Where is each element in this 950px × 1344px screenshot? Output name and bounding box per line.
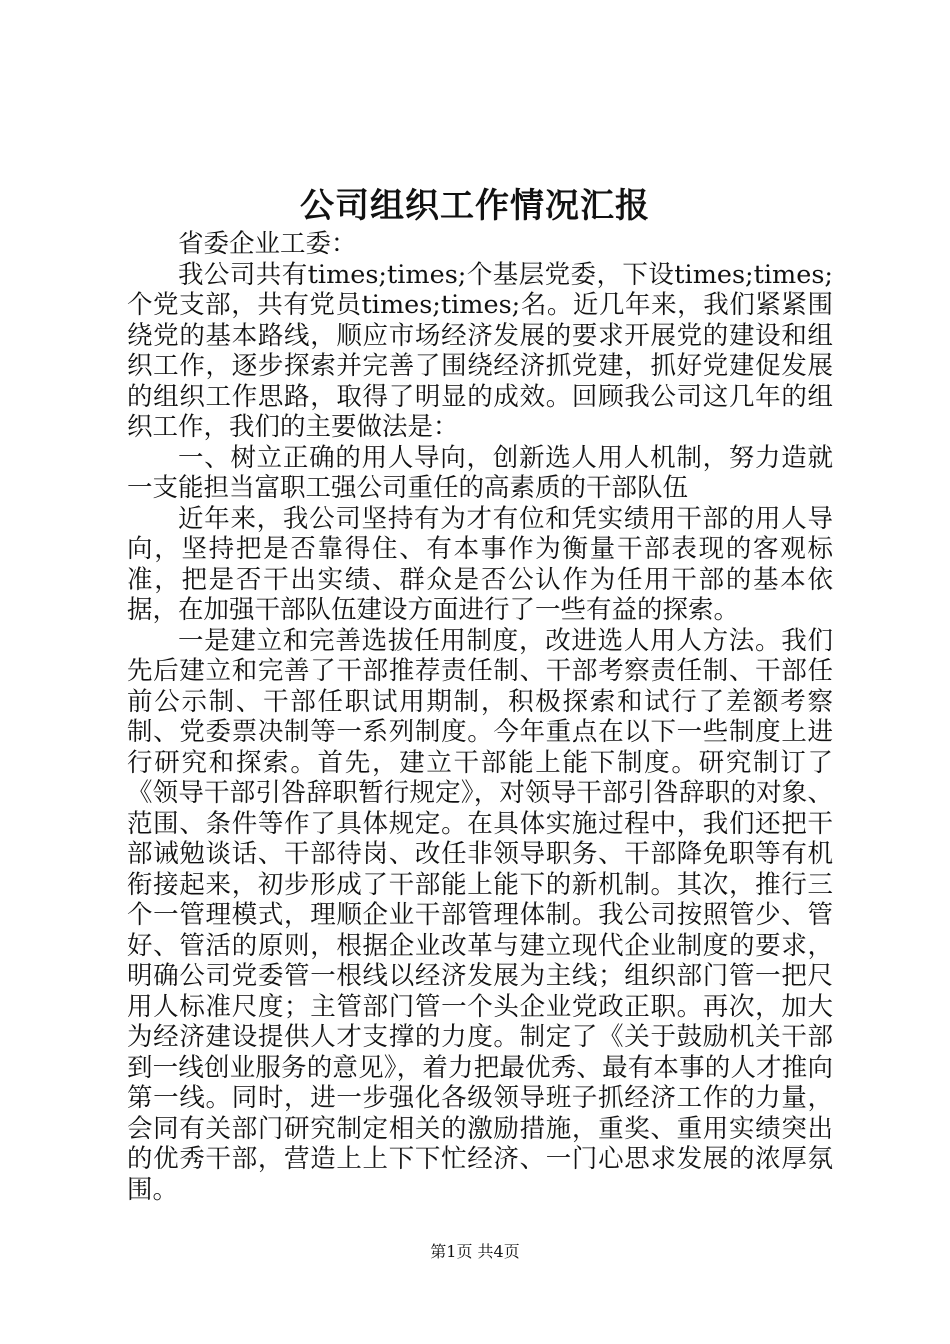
intro-paragraph: 我公司共有times;times;个基层党委，下设times;times;个党支部，共有党员times;times;名。近几年来，我们紧紧围绕党的基本路线，顺应市场经济发展的要求开展党的建设和组织工作，逐步探索并完善了围绕经济抓党建，抓好党建促发展的组织工作思路，取得了明显的成效。回顾我公司这几年的组织工作，我们的主要做法是： [127,259,833,442]
section-heading-paragraph: 一、树立正确的用人导向，创新选人用人机制，努力造就一支能担当富职工强公司重任的高素质的干部队伍 [127,442,833,503]
body-paragraph: 一是建立和完善选拔任用制度，改进选人用人方法。我们先后建立和完善了干部推荐责任制、干部考察责任制、干部任前公示制、干部任职试用期制，积极探索和试行了差额考察制、党委票决制等一系列制度。今年重点在以下一些制度上进行研究和探索。首先，建立干部能上能下制度。研究制订了《领导干部引咎辞职暂行规定》，对领导干部引咎辞职的对象、范围、条件等作了具体规定。在具体实施过程中，我们还把干部诫勉谈话、干部待岗、改任非领导职务、干部降免职等有机衔接起来，初步形成了干部能上能下的新机制。其次，推行三个一管理模式，理顺企业干部管理体制。我公司按照管少、管好、管活的原则，根据企业改革与建立现代企业制度的要求，明确公司党委管一根线以经济发展为主线；组织部门管一把尺用人标准尺度；主管部门管一个头企业党政正职。再次，加大为经济建设提供人才支撑的力度。制定了《关于鼓励机关干部到一线创业服务的意见》，着力把最优秀、最有本事的人才推向第一线。同时，进一步强化各级领导班子抓经济工作的力量，会同有关部门研究制定相关的激励措施，重奖、重用实绩突出的优秀干部，营造上上下下忙经济、一门心思求发展的浓厚氛围。 [127,625,833,1205]
document-title: 公司组织工作情况汇报 [300,186,650,226]
body-paragraph: 近年来，我公司坚持有为才有位和凭实绩用干部的用人导向，坚持把是否靠得住、有本事作为衡量干部表现的客观标准，把是否干出实绩、群众是否公认作为任用干部的基本依据，在加强干部队伍建设方面进行了一些有益的探索。 [127,503,833,625]
page-footer: 第1页 共4页 [430,1242,520,1261]
document-body [127,229,833,1205]
salutation-paragraph: 省委企业工委： [178,229,357,259]
